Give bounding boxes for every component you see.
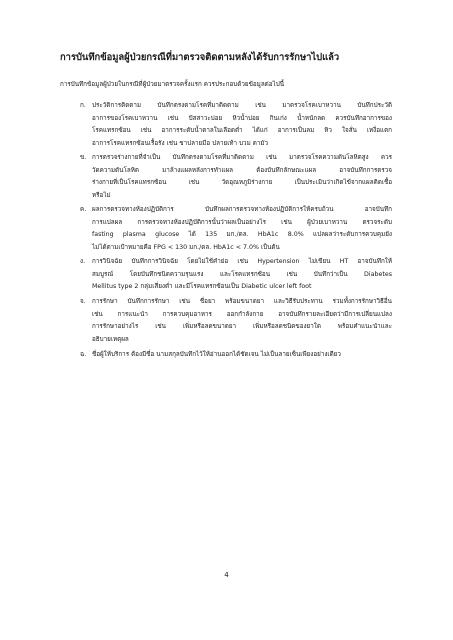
item-line: ผลการตรวจทางห้องปฏิบัติการ บันทึกผลการตรวจทางห้องปฏิบัติการให้ครบถ้วน อาจบันทึก	[92, 206, 392, 213]
item-line: ชื่อผู้ให้บริการ ต้องมีชื่อ นามสกุลบันทึกไว้ให้อ่านออกได้ชัดเจน ไม่เป็นลายเซ็นเพียงอย่างเดียว	[92, 351, 341, 358]
item-marker: จ.	[80, 298, 86, 305]
item-marker: ฉ.	[80, 351, 87, 358]
item-line: การรักษาอย่างไร เช่น เพิ่มหรือลดขนาดยา เพิ่มหรือลดชนิดของยาใด พร้อมคำแนะนำและ	[92, 323, 392, 331]
item-line: ร่างกายที่เป็นโรคแทรกซ้อน เช่น วัดอุณหภูมิร่างกาย เป็นประเมินว่าเกิดไข้จากแผลติดเชื้อ	[92, 179, 392, 187]
item-text	[92, 349, 392, 362]
item-line: อธิบายเหตุผล	[92, 335, 129, 343]
item-line: หรือไม่	[92, 191, 111, 199]
item-line: การรักษา บันทึกการรักษา เช่น ชื่อยา พร้อมขนาดยา และวิธีรับประทาน รวมทั้งการรักษาวิธีอื่น	[92, 298, 392, 305]
item-line: วัดความดันโลหิต มาล้างแผลหลังการทำแผล ต้องบันทึกลักษณะแผล อาจบันทึกการตรวจ	[92, 166, 392, 174]
item-line: fasting plasma glucose ได้ 135 มก./ดล. HbA1c 8.0% แปลผลว่าระดับการควบคุมยัง	[92, 231, 392, 239]
item-line: การแปลผล การตรวจทางห้องปฏิบัติการนั้นว่าผลเป็นอย่างไร เช่น ผู้ป่วยเบาหวาน ตรวจระดับ	[92, 218, 392, 226]
item-marker: ง.	[80, 258, 86, 265]
item-line: อาการของโรคเบาหวาน เช่น ปัสสาวะบ่อย หิวน้ำบ่อย กินเก่ง น้ำหนักลด ควรบันทึกอาการของ	[92, 114, 392, 122]
item-line: เช่น การแนะนำ การควบคุมอาหาร ออกกำลังกาย อาจบันทึกรายละเอียดว่ามีการเปลี่ยนแปลง	[92, 310, 392, 318]
item-text	[92, 100, 392, 150]
item-marker: ก.	[80, 102, 86, 109]
item-line: สมบูรณ์ โดยบันทึกชนิดความรุนแรง และโรคแทรกซ้อน เช่น บันทึกว่าเป็น Diabetes	[92, 270, 392, 278]
item-line: โรคแทรกซ้อน เช่น อาการระดับน้ำตาลในเลือดต่ำ ได้แก่ อาการเป็นลม หิว ใจสั่น เหงื่อแตก	[92, 127, 392, 135]
item-line: การตรวจร่างกายที่จำเป็น บันทึกตรงตามโรคที่มาติดตาม เช่น มาตรวจโรคความดันโลหิตสูง ควร	[92, 154, 392, 161]
item-line: ประวัติการติดตาม บันทึกตรงตามโรคที่มาติดตาม เช่น มาตรวจโรคเบาหวาน บันทึกประวัติ	[92, 102, 392, 109]
item-marker: ค.	[80, 206, 87, 213]
item-text	[92, 296, 392, 346]
item-marker: ข.	[80, 154, 87, 161]
item-line: อาการโรคแทรกซ้อนเรื้อรัง เช่น ชาปลายมือ ปลายเท้า บวม ตามัว	[92, 139, 269, 147]
item-line: Mellitus type 2 กลุ่มเสี่ยงต่ำ และมีโรคแทรกซ้อนเป็น Diabetic ulcer left foot	[92, 283, 312, 291]
item-text	[92, 152, 392, 202]
item-text	[92, 256, 392, 294]
item-text	[92, 204, 392, 254]
section-heading: การบันทึกข้อมูลผู้ป่วยกรณีที่มาตรวจติดตามหลังได้รับการรักษาไปแล้ว	[60, 52, 340, 63]
intro-paragraph: การบันทึกข้อมูลผู้ป่วยในกรณีที่ผู้ป่วยมาตรวจครั้งแรก ควรประกอบด้วยข้อมูลต่อไปนี้	[60, 81, 285, 88]
item-line: การวินิจฉัย บันทึกการวินิจฉัย โดยไม่ใช้คำย่อ เช่น Hypertension ไม่เขียน HT อาจบันทึกให้	[92, 258, 392, 265]
page-number: 4	[224, 571, 229, 579]
item-line: ไม่ได้ตามเป้าหมายคือ FPG < 130 มก./ดล. HbA1c < 7.0% เป็นต้น	[92, 243, 280, 251]
